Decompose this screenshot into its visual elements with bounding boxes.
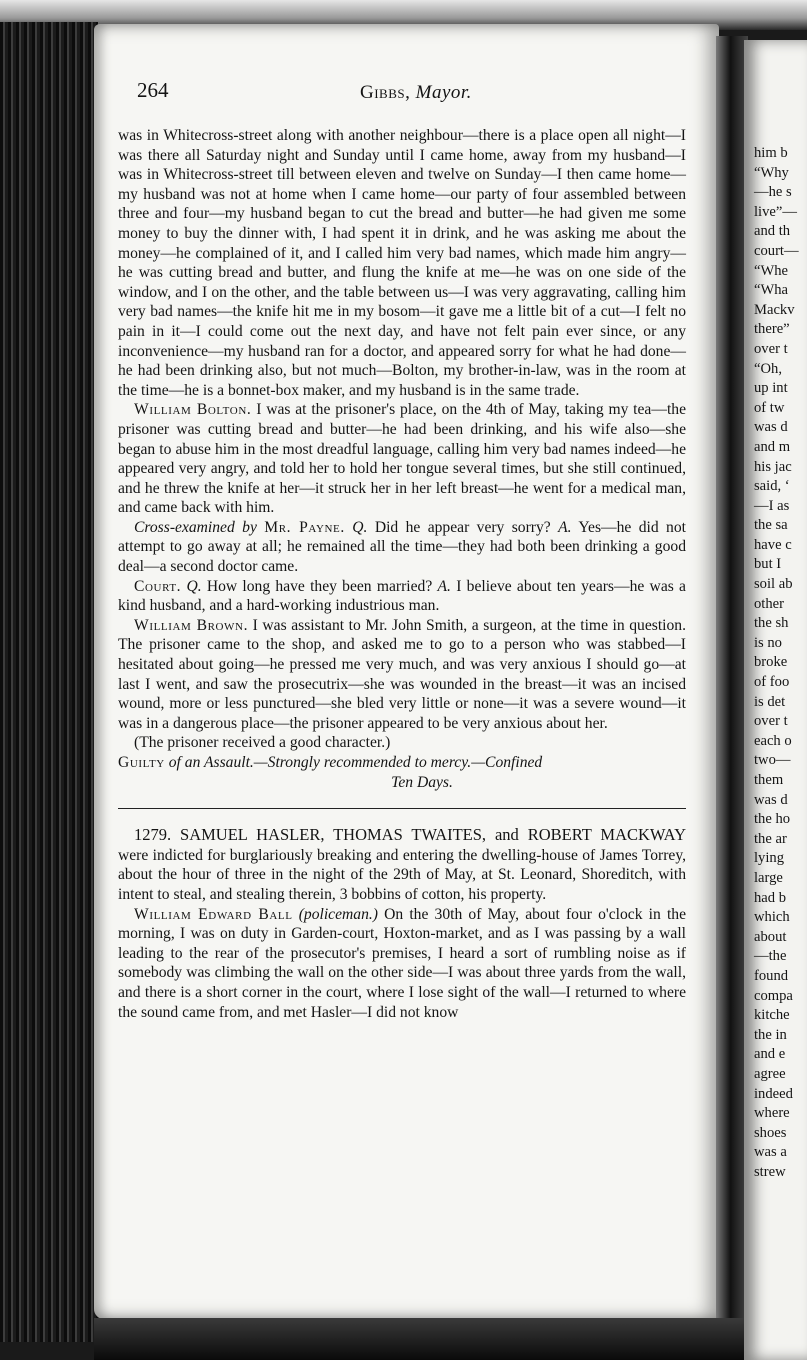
case-paragraph (118, 825, 686, 904)
right-page (744, 40, 807, 1360)
paragraph: (The prisoner received a good character.) (134, 734, 391, 752)
facing-page-line: broke (754, 654, 788, 671)
facing-page-line: the sh (754, 615, 789, 632)
facing-page-line: is det (754, 693, 786, 710)
facing-page-line: is no (754, 634, 782, 651)
verdict (118, 753, 686, 792)
facing-page-line: strew (754, 1163, 786, 1180)
speaker-name: William Brown. (134, 616, 249, 634)
facing-page-line: Mackv (754, 301, 795, 318)
answer-label: A. (437, 577, 451, 595)
running-head (135, 78, 695, 108)
facing-page-line: lying (754, 850, 784, 867)
facing-page-line: was a (754, 1144, 787, 1161)
testimony-text: I was at the prisoner's place, on the 4th of May, taking my tea—the prisoner was cutting bread and butter—he had been drinking, and his wife also—she began to abuse him in the most dreadful language, calling him very bad names indeed—he appeared very angry, and told her to hold her tongue several times, but she still continued, and he threw the knife at her—it struck her in her left breast—he went for a medical man, and came back with him. (118, 401, 686, 517)
facing-page-line: have c (754, 536, 792, 553)
facing-page-line: “Whe (754, 262, 789, 279)
facing-page-line: soil ab (754, 576, 793, 593)
paragraph: was in Whitecross-street along with another neighbour—there is a place open all night—I was there all Saturday night and Sunday until I came home, away from my husband—I was in Whitecross-street till between eleven and twelve on Sunday—I then came home—my husband was not at home when I came home—our party of four assembled between three and four—my husband began to cut the bread and butter—he had given me some money to buy the dinner with, I had spent it in drink, and he was asking me about the money—he complained of it, and I called him very bad names, which made him angry—he was cutting bread and butter, and flung the knife at me—he was on one side of the window, and I on the other, and the table between us—I was very aggravating, calling him very bad names—the knife hit me in my bosom—it gave me a little bit of a cut—I felt no pain in it—I could come out the next day, and have not felt pain ever since, or any inconvenience—my husband ran for a doctor, and appeared sorry for what he had done—he had been drinking also, but not much—Bolton, my brother-in-law, was in the room at the time—he is a bonnet-box maker, and my husband is in the same trade. (118, 127, 686, 399)
facing-page-line: —I as (754, 497, 790, 514)
verdict-word: Guilty (118, 754, 165, 771)
facing-page-line: about (754, 928, 787, 945)
facing-page-line: each o (754, 732, 792, 749)
facing-page-line: court— (754, 242, 799, 259)
paragraph (118, 905, 686, 1023)
facing-page-line: agree (754, 1065, 786, 1082)
facing-page-line: “Oh, (754, 360, 782, 377)
section-divider (118, 808, 686, 809)
facing-page-line: the ho (754, 811, 791, 828)
cross-exam-label: Cross-examined by (134, 518, 257, 536)
facing-page-line: and e (754, 1046, 786, 1063)
main-text (118, 126, 686, 1022)
facing-page-line: had b (754, 889, 787, 906)
facing-page-line: “Why (754, 164, 789, 181)
facing-page-line: and th (754, 223, 791, 240)
facing-page-text (754, 144, 807, 1182)
facing-page-line: compa (754, 987, 793, 1004)
case-heading: 1279. SAMUEL HASLER, THOMAS TWAITES, and ROBERT MACKWAY (134, 825, 686, 845)
facing-page-line: up int (754, 380, 788, 397)
facing-page-line: and m (754, 438, 791, 455)
facing-page-line: said, ‘ (754, 478, 790, 495)
answer-text: Yes—he did not attempt to go away at all; he remained all the time—they had both been drinking a good deal—a second doctor came. (118, 518, 686, 576)
testimony-text: On the 30th of May, about four o'clock in the morning, I was on duty in Garden-court, Hoxton-market, and as I was passing by a wall leading to the rear of the prosecutor's premises, I heard a sort of rumbling noise as if somebody was climbing the wall on the other side—I was about three yards from the wall, and there is a short corner in the court, where I lose sight of the wall—I returned to where the sound came from, and met Hasler—I did not know (118, 905, 686, 1021)
header-office: Mayor. (415, 82, 472, 103)
facing-page-line: of foo (754, 674, 790, 691)
speaker-name: William Edward Ball (134, 905, 293, 923)
facing-page-line: where (754, 1105, 790, 1122)
facing-page-line: found (754, 967, 789, 984)
facing-page-line: “Wha (754, 282, 789, 299)
facing-page-line: the sa (754, 517, 788, 534)
speaker-name: Court. (134, 577, 182, 595)
facing-page-line: which (754, 909, 790, 926)
speaker-role: (policeman.) (292, 905, 378, 923)
facing-page-line: —he s (754, 184, 792, 201)
answer-label: A. (558, 518, 572, 536)
facing-page-line: kitche (754, 1007, 790, 1024)
header-title: Gibbs, Mayor. (360, 82, 472, 103)
paragraph (118, 400, 686, 518)
facing-page-line: there” (754, 321, 790, 338)
header-name: Gibbs (360, 82, 406, 103)
verdict-sentence: Ten Days. (391, 773, 453, 791)
facing-page-line: live”— (754, 203, 797, 220)
facing-page-line: of tw (754, 399, 785, 416)
facing-page-line: was d (754, 791, 788, 808)
question-text: How long have they been married? (201, 577, 438, 595)
facing-page-line: him b (754, 145, 788, 161)
facing-page-line: over t (754, 713, 788, 730)
facing-page-line: them (754, 772, 784, 788)
page-number: 264 (137, 78, 169, 102)
paragraph (118, 518, 686, 577)
facing-page-line: but I (754, 556, 782, 573)
facing-page-line: large (754, 869, 783, 886)
facing-page-line: his jac (754, 458, 792, 475)
question-label: Q. (186, 577, 202, 595)
paragraph (118, 616, 686, 734)
counsel-name: Mr. Payne. (264, 518, 345, 536)
paragraph (118, 577, 686, 616)
facing-page-line: over t (754, 340, 788, 357)
facing-page-line: —the (754, 948, 787, 965)
case-text: were indicted for burglariously breaking and entering the dwelling-house of James Torrey, about the hour of three in the night of the 29th of May, at St. Leonard, Shoreditch, with intent to steal, and stealing therein, 3 bobbins of cotton, his property. (118, 846, 686, 903)
facing-page-line: indeed (754, 1085, 793, 1102)
answer-text: I believe about ten years—he was a kind husband, and a hard-working industrious man. (118, 577, 686, 615)
testimony-text: I was assistant to Mr. John Smith, a surgeon, at the time in question. The prisoner came to the shop, and asked me to go to a person who was stabbed—I hesitated about going—he pressed me very much, and was very anxious I should go—at last I went, and saw the prosecutrix—she was wounded in the breast—it was an incised wound, more or less punctured—she bled very little or none—it was a severe wound—it was in a dangerous place—the prisoner appeared to be very anxious about her. (118, 616, 686, 732)
verdict-text: of an Assault.—Strongly recommended to mercy.—Confined (164, 754, 543, 771)
facing-page-line: the in (754, 1026, 787, 1043)
book-spine (0, 22, 98, 1342)
facing-page-line: other (754, 595, 784, 612)
facing-page-line: the ar (754, 830, 787, 847)
question-label: Q. (352, 518, 368, 536)
speaker-name: William Bolton. (134, 401, 252, 419)
facing-page-line: two— (754, 752, 791, 769)
question-text: Did he appear very sorry? (367, 518, 559, 536)
page-bottom-edge (94, 1318, 744, 1360)
facing-page-line: was d (754, 419, 788, 436)
facing-page-line: shoes (754, 1124, 787, 1141)
